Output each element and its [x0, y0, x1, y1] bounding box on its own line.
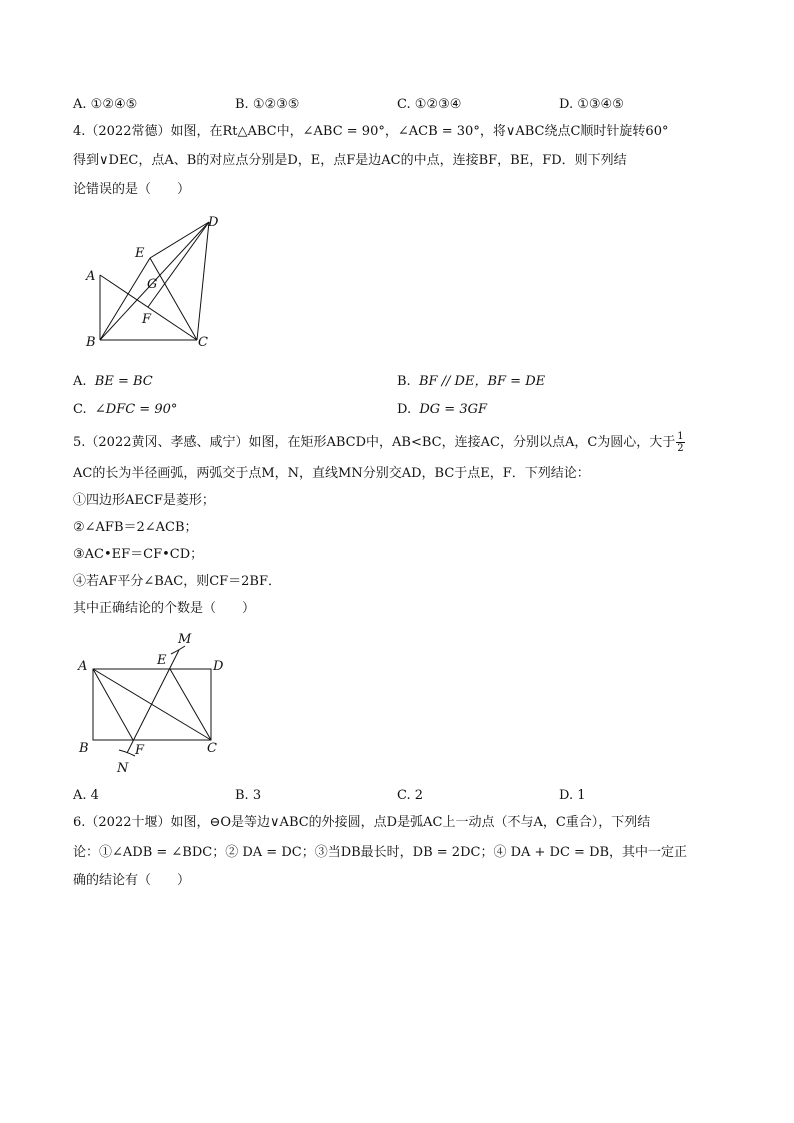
option-text: DG = 3GF — [419, 402, 487, 417]
q5-arc-lower — [119, 750, 135, 756]
q4-option-d — [397, 400, 487, 420]
q4-label-f: F — [142, 312, 152, 327]
q5-line-mn — [127, 650, 179, 753]
q4-seg-dc — [197, 222, 209, 340]
q4-option-a — [73, 372, 153, 392]
option-letter: D. — [559, 788, 574, 803]
q5-option-a — [73, 786, 99, 806]
option-text: BE = BC — [94, 374, 153, 389]
fraction-denominator: 2 — [677, 443, 684, 454]
q3-option-c — [397, 95, 461, 115]
option-letter: A. — [73, 374, 87, 389]
q3-option-b — [235, 95, 299, 115]
q4-seg-ec — [150, 258, 197, 340]
q3-option-d — [559, 95, 624, 115]
option-text: 2 — [414, 788, 424, 803]
q5-label-d: D — [213, 659, 224, 674]
q5-conclusion-2: ②∠AFB＝2∠ACB； — [73, 520, 198, 535]
fraction-numerator: 1 — [677, 431, 684, 442]
q4-figure — [80, 210, 230, 350]
q4-label-d: D — [208, 215, 219, 230]
option-letter: D. — [397, 402, 412, 417]
option-letter: B. — [397, 374, 411, 389]
option-text: ∠DFC = 90° — [94, 402, 178, 417]
option-letter: B. — [235, 97, 249, 112]
option-text: 4 — [90, 788, 99, 803]
q5-label-c: C — [207, 741, 217, 756]
q4-option-c — [73, 400, 177, 420]
q4-label-g: G — [147, 277, 158, 292]
option-text: BF // DE，BF = DE — [418, 374, 546, 389]
q5-question: 其中正确结论的个数是（ ） — [73, 601, 256, 616]
q5-conclusion-4: ④若AF平分∠BAC，则CF＝2BF． — [73, 574, 282, 589]
q6-stem-line-1: 6.（2022十堰）如图，⊖O是等边∨ABC的外接圆，点D是弧AC上一动点（不与A，C重合），下列结 — [73, 815, 651, 830]
option-letter: B. — [235, 788, 249, 803]
q4-label-c: C — [198, 335, 208, 350]
q5-stem-line-1 — [73, 431, 686, 454]
q5-seg-ec — [170, 669, 211, 740]
q6-stem-line-3: 确的结论有（ ） — [73, 873, 191, 888]
q6-stem-line-2: 论：①∠ADB = ∠BDC；② DA = DC；③当DB最长时，DB = 2DC；④ DA + DC = DB，其中一定正 — [73, 845, 688, 860]
q4-seg-be — [100, 258, 150, 340]
option-text: 1 — [577, 788, 586, 803]
option-text: ①③④⑤ — [577, 97, 624, 112]
option-letter: D. — [559, 97, 574, 112]
option-text: ①②③⑤ — [252, 97, 300, 112]
q4-label-e: E — [135, 246, 145, 261]
q5-label-n: N — [117, 761, 129, 776]
q4-stem-line-3: 论错误的是（ ） — [73, 182, 191, 197]
q4-option-b — [397, 372, 545, 392]
q3-option-a — [73, 95, 137, 115]
option-text: 3 — [252, 788, 262, 803]
q5-option-d — [559, 786, 586, 806]
q5-label-f: F — [135, 743, 145, 758]
q5-option-b — [235, 786, 261, 806]
q5-label-a: A — [78, 659, 88, 674]
option-letter: C. — [397, 788, 411, 803]
q4-stem-line-1: 4.（2022常德）如图，在Rt△ABC中，∠ABC = 90°，∠ACB = 30°，将∨ABC绕点C顺时针旋转60° — [73, 124, 669, 139]
q5-stem-text: 5.（2022黄冈、孝感、咸宁）如图，在矩形ABCD中，AB<BC，连接AC，分别以点A，C为圆心，大于 — [73, 435, 676, 450]
q4-label-b: B — [86, 335, 96, 350]
q5-stem-line-2: AC的长为半径画弧，两弧交于点M，N，直线MN分别交AD，BC于点E，F．下列结论： — [73, 466, 590, 481]
q5-option-c — [397, 786, 423, 806]
option-letter: C. — [73, 402, 87, 417]
option-text: ①②③④ — [414, 97, 462, 112]
q5-seg-af — [93, 669, 133, 740]
q5-conclusion-1: ①四边形AECF是菱形； — [73, 493, 215, 508]
q4-label-a: A — [86, 269, 96, 284]
q5-fraction — [676, 431, 684, 454]
q5-label-m: M — [178, 632, 192, 647]
q5-label-e: E — [157, 653, 167, 668]
q4-stem-line-2: 得到∨DEC，点A、B的对应点分别是D，E，点F是边AC的中点，连接BF，BE，FD．则下列结 — [73, 153, 627, 168]
q5-label-b: B — [79, 741, 89, 756]
q4-seg-ed — [150, 222, 209, 258]
option-text: ①②④⑤ — [90, 97, 138, 112]
option-letter: C. — [397, 97, 411, 112]
option-letter: A. — [73, 788, 87, 803]
q5-figure — [75, 628, 235, 778]
option-letter: A. — [73, 97, 87, 112]
q5-conclusion-3: ③AC•EF＝CF•CD； — [73, 547, 204, 562]
q4-seg-fd — [148, 222, 209, 307]
